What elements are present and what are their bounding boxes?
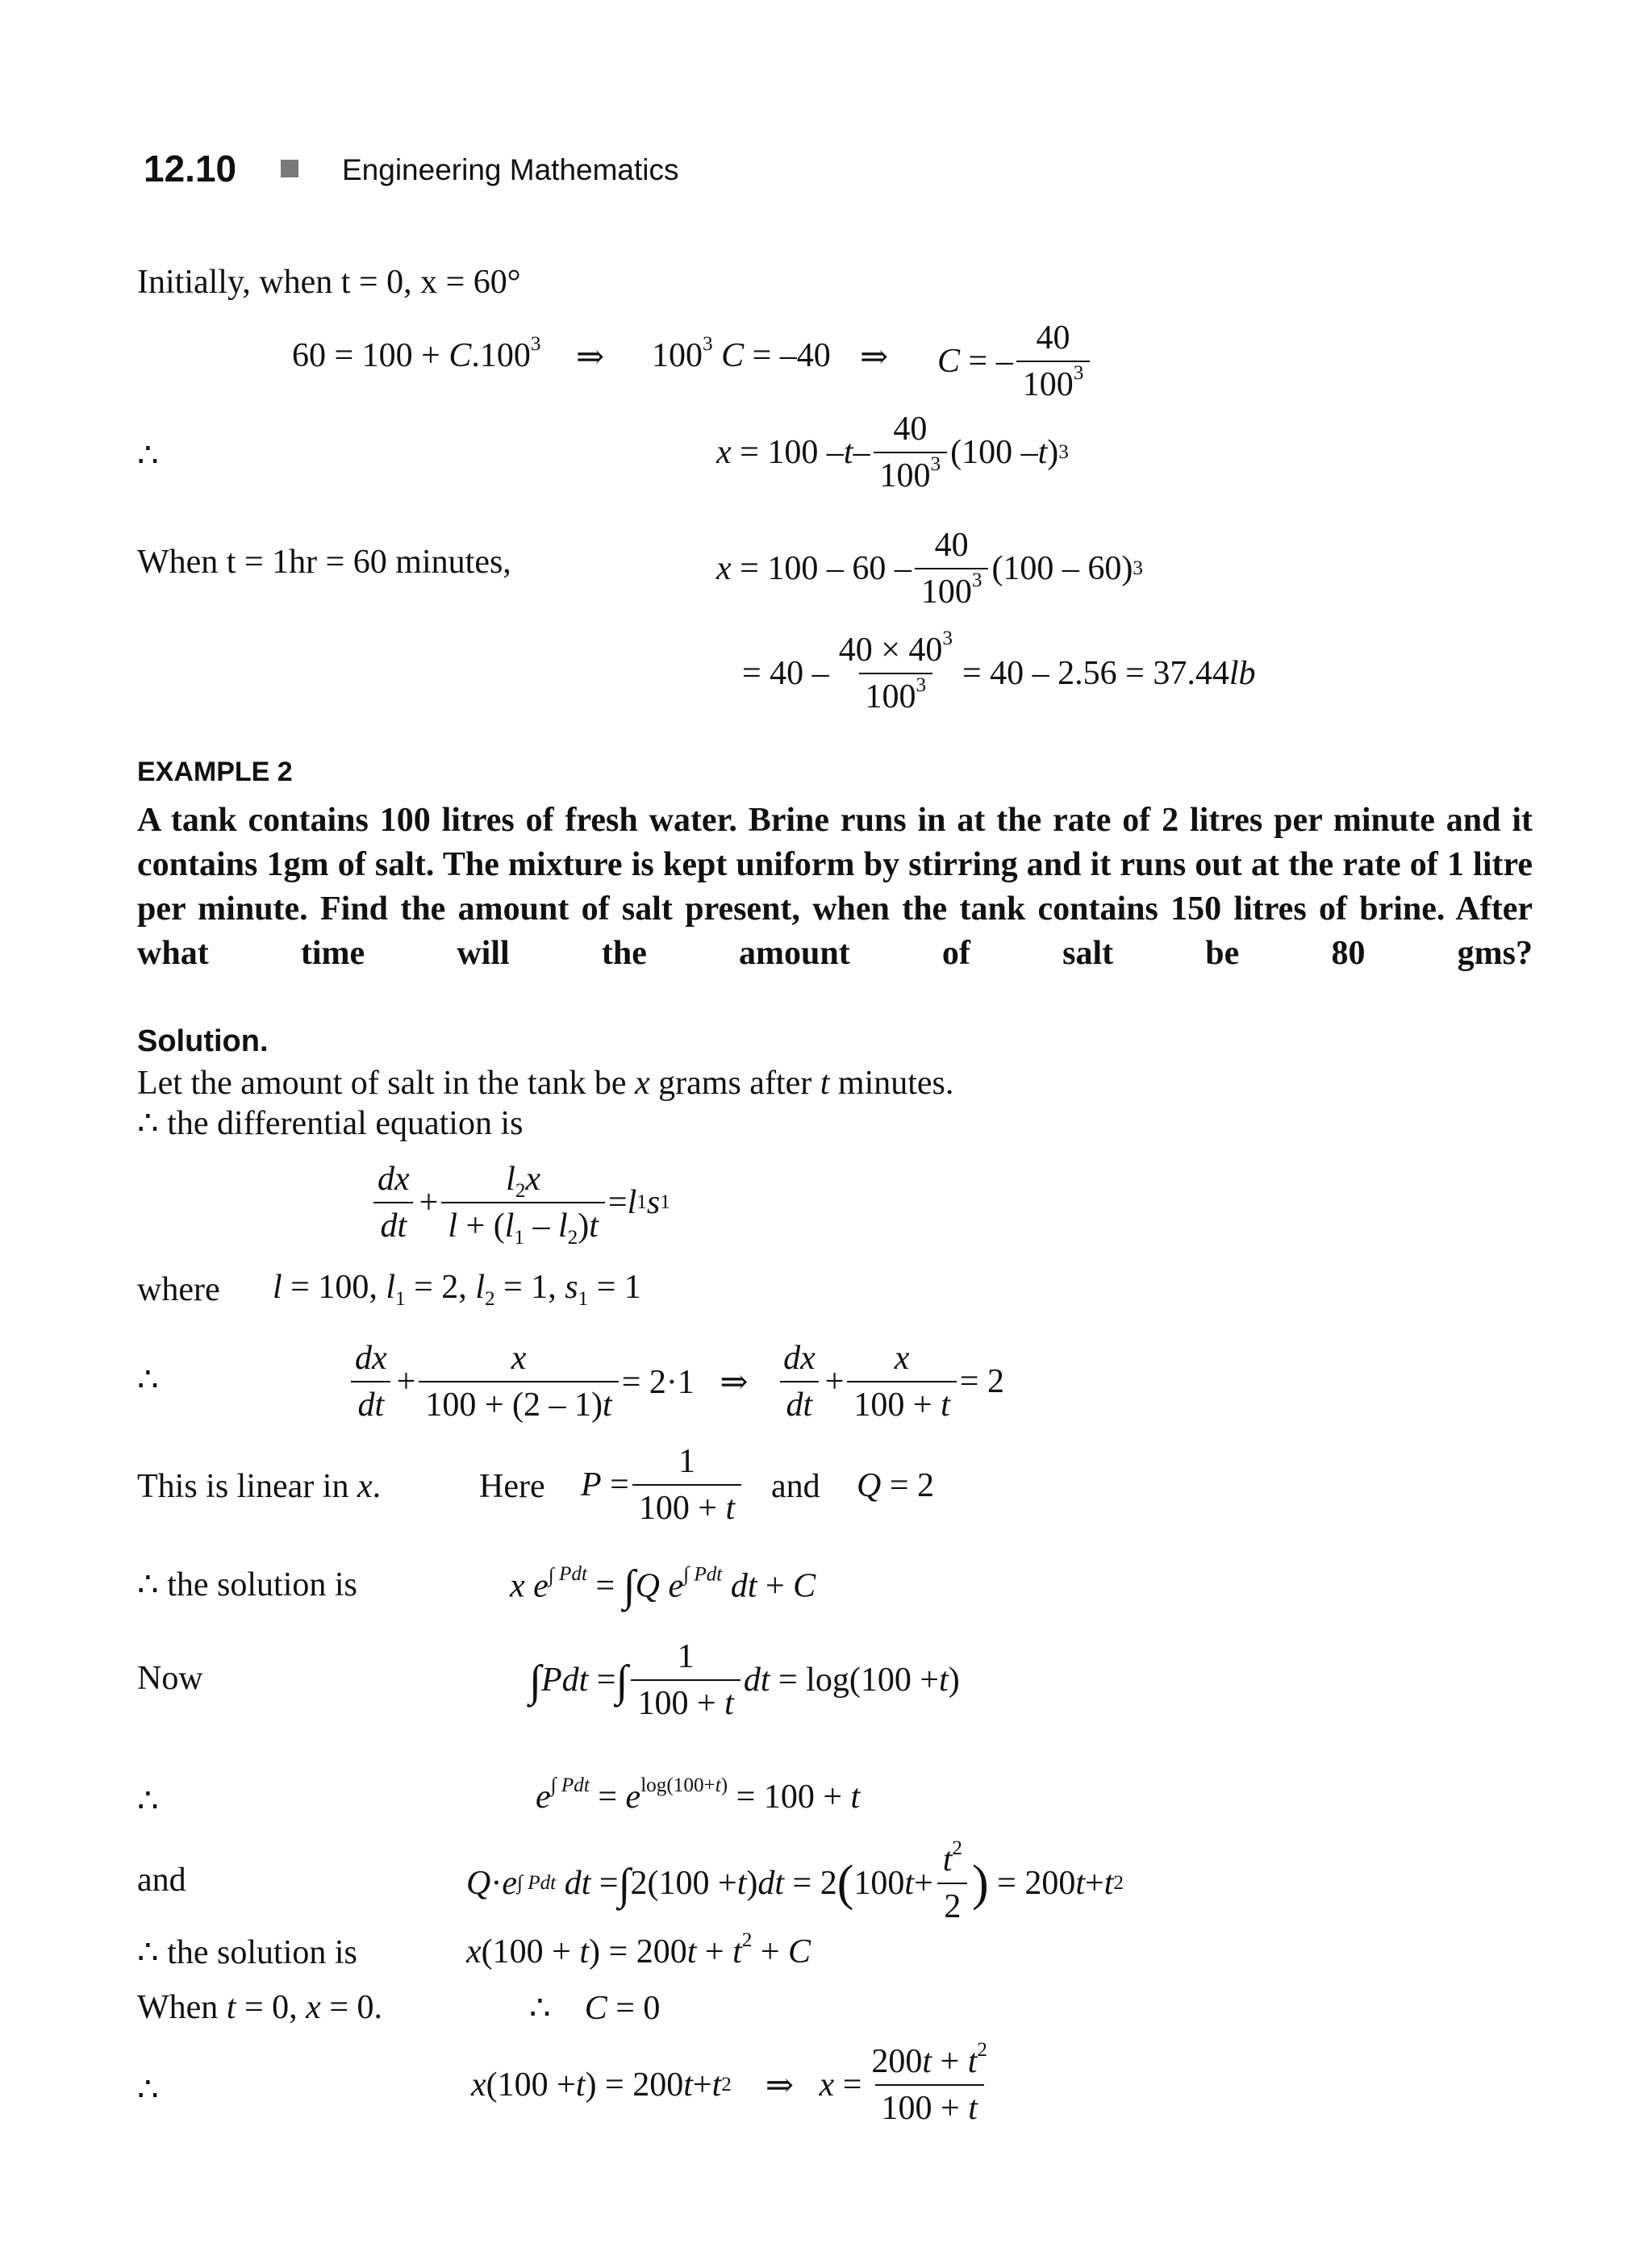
linear-label: This is linear in x. [137, 1468, 382, 1505]
solution-line-2: ∴ the differential equation is [137, 1105, 524, 1142]
equation-differential: $\frac{dx}{dt}$ + $\frac{l_2x}{l + (l_1 - l_2)t}$ = l 1 s 1 [368, 1160, 670, 1245]
here-label: Here [479, 1468, 545, 1505]
equation-e-power: $e^{\int Pdt} = e^{log(100+t)} = 100 + t$ [536, 1774, 861, 1816]
where-values: l = 100, $l_1 = 2$, $l_2 = 1$, $s_1 = 1$ [273, 1269, 641, 1310]
initial-condition-2: When t = 0, x = 0. [137, 1989, 382, 2026]
equation-final: x (100 + t ) = 200 t + t 2 ⇒ x = $\frac{200t + t^2}{100 + t}$ [471, 2038, 987, 2127]
equation-general-solution: $x(100 + t) = 200t + t^2 + C$ [466, 1929, 811, 1970]
and-label: and [137, 1862, 186, 1899]
initial-condition: Initially, when t = 0, x = 60° [137, 264, 521, 301]
equation-integrating-factor: x $e^{\int Pdt} = \int Q$ $e^{\int Pdt}$ dt + C [510, 1561, 816, 1610]
solution-is-label: ∴ the solution is [137, 1566, 357, 1603]
equation-c-zero: ∴ C = 0 [529, 1990, 661, 2027]
equation-substituted: $\frac{dx}{dt}$ + $\frac{x}{100 + (2 - 1)t}$ = 2·1 ⇒ $\frac{dx}{dt}$ + $\frac{x}{100 + t}$ = 2 [345, 1339, 1004, 1424]
book-title: Engineering Mathematics [342, 153, 679, 186]
solution-heading: Solution. [137, 1024, 269, 1058]
equation-q-integral: Q · e ∫ Pdt dt = ∫ 2(100 + t ) dt = 2 ( 100 t + $\frac{t^2}{2}$ ) = 200 t + t 2 [466, 1837, 1124, 1925]
when-one-hour: When t = 1hr = 60 minutes, [137, 544, 511, 581]
header-square-icon [281, 160, 298, 177]
therefore-symbol: ∴ [137, 2071, 159, 2108]
example-problem: A tank contains 100 litres of fresh water. Brine runs in at the rate of 2 litres per minute and it contains 1gm of salt. The mixture is kept uniform by stirring and it runs out at the rate of 1 litre per minute. Find the amount of salt present, when the tank contains 150 litres of brine. After what time will the amount of salt be 80 gms? [137, 802, 1533, 972]
where-label: where [137, 1271, 220, 1308]
equation-result: = 40 – $\frac{40 \times 40^3}{100^3}$ = 40 – 2.56 = 37.44 lb [742, 627, 1256, 715]
now-label: Now [137, 1660, 203, 1697]
p-definition: P = $\frac{1}{100 + t}$ [581, 1442, 745, 1528]
therefore-symbol: ∴ [137, 1362, 159, 1399]
page-number: 12.10 [144, 148, 237, 190]
solution-is-label-2: ∴ the solution is [137, 1934, 357, 1971]
and-word: and [771, 1468, 820, 1505]
therefore-symbol: ∴ [137, 437, 159, 474]
equation-x-60: x = 100 – 60 – $\frac{40}{100^3}$ (100 – 60) 3 [716, 527, 1144, 611]
therefore-symbol: ∴ [137, 1783, 159, 1820]
equation-integral-p: ∫ Pdt = ∫ $\frac{1}{100 + t}$ dt = log(100 + t ) [529, 1638, 960, 1722]
solution-line-1: Let the amount of salt in the tank be x grams after t minutes. [137, 1065, 954, 1102]
example-heading: EXAMPLE 2 [137, 757, 293, 787]
equation-x-general: x = 100 – t – $\frac{40}{100^3}$ (100 – t ) 3 [716, 411, 1069, 494]
q-definition: Q = 2 [857, 1467, 935, 1504]
